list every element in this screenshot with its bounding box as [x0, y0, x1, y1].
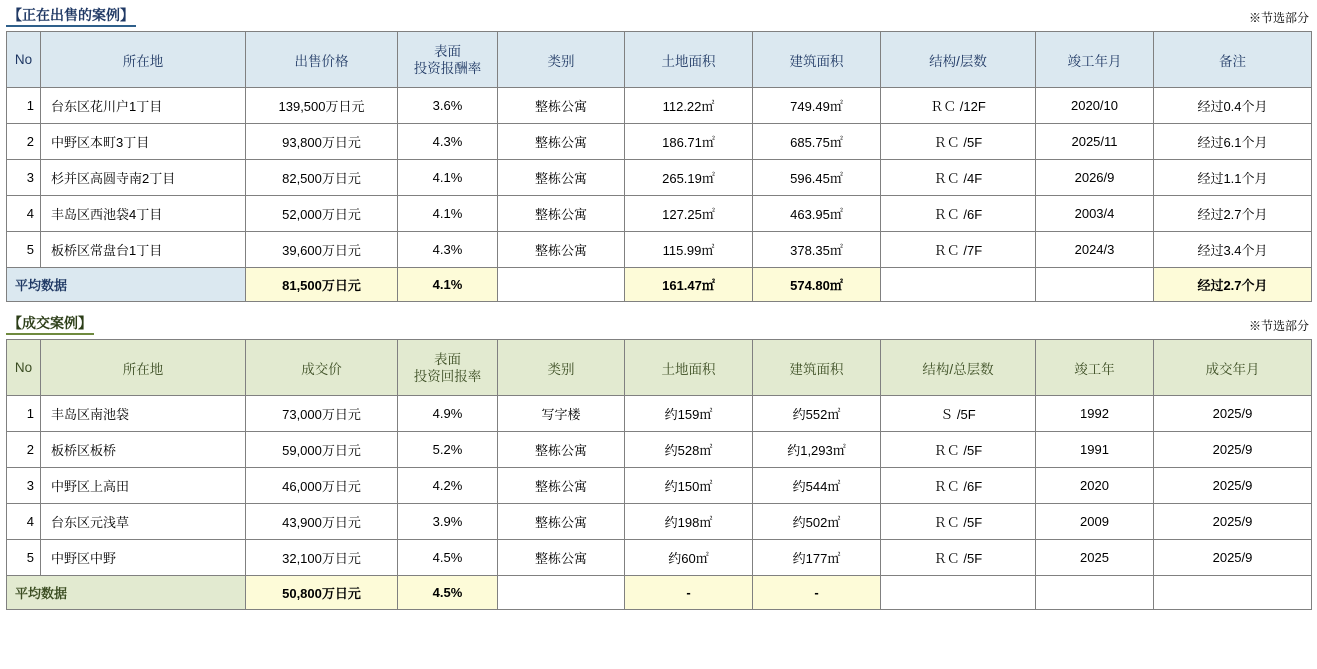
cell-deal-date: 2025/9 — [1154, 396, 1312, 432]
section-note-for-sale: ※节选部分 — [1248, 11, 1309, 25]
cell-location: 中野区中野 — [41, 540, 246, 576]
cell-location: 杉并区高圆寺南2丁目 — [41, 160, 246, 196]
cell-structure: ＲＣ /7F — [881, 232, 1036, 268]
cell-completion: 2025 — [1036, 540, 1154, 576]
cell-completion: 2025/11 — [1036, 124, 1154, 160]
average-price: 50,800万日元 — [246, 576, 398, 610]
cell-price: 32,100万日元 — [246, 540, 398, 576]
cell-structure: ＲＣ /4F — [881, 160, 1036, 196]
average-completion — [1036, 268, 1154, 302]
col-yield-line1: 表面 — [434, 351, 461, 367]
cell-building-area: 约177㎡ — [753, 540, 881, 576]
cell-no: 2 — [7, 124, 41, 160]
cell-no: 4 — [7, 504, 41, 540]
average-remarks: 经过2.7个月 — [1154, 268, 1312, 302]
average-row-for-sale — [7, 268, 1312, 302]
col-yield — [398, 32, 498, 88]
col-type: 类别 — [498, 32, 625, 88]
col-yield-line1: 表面 — [434, 43, 461, 59]
col-price: 成交价 — [246, 340, 398, 396]
header-row — [7, 340, 1312, 396]
cell-building-area: 749.49㎡ — [753, 88, 881, 124]
average-type — [498, 576, 625, 610]
cell-building-area: 378.35㎡ — [753, 232, 881, 268]
section-title-for-sale: 【正在出售的案例】 — [6, 6, 136, 27]
cell-location: 台东区元浅草 — [41, 504, 246, 540]
cell-land-area: 265.19㎡ — [625, 160, 753, 196]
cell-deal-date: 2025/9 — [1154, 504, 1312, 540]
header-row — [7, 32, 1312, 88]
average-structure — [881, 268, 1036, 302]
cell-yield: 3.6% — [398, 88, 498, 124]
table-row — [7, 232, 1312, 268]
average-building-area: - — [753, 576, 881, 610]
col-no: No — [7, 340, 41, 396]
table-header-for-sale — [7, 32, 1312, 88]
cell-price: 59,000万日元 — [246, 432, 398, 468]
cell-land-area: 115.99㎡ — [625, 232, 753, 268]
cell-no: 1 — [7, 396, 41, 432]
average-type — [498, 268, 625, 302]
cell-building-area: 约544㎡ — [753, 468, 881, 504]
cell-structure: ＲＣ /5F — [881, 124, 1036, 160]
table-body-for-sale — [7, 88, 1312, 302]
col-land-area: 土地面积 — [625, 32, 753, 88]
col-price: 出售价格 — [246, 32, 398, 88]
cell-price: 139,500万日元 — [246, 88, 398, 124]
cell-price: 52,000万日元 — [246, 196, 398, 232]
cell-yield: 5.2% — [398, 432, 498, 468]
table-header-closed — [7, 340, 1312, 396]
col-location: 所在地 — [41, 32, 246, 88]
col-location: 所在地 — [41, 340, 246, 396]
cell-remarks: 经过0.4个月 — [1154, 88, 1312, 124]
col-building-area: 建筑面积 — [753, 340, 881, 396]
cell-type: 整栋公寓 — [498, 160, 625, 196]
cell-type: 整栋公寓 — [498, 504, 625, 540]
average-label: 平均数据 — [7, 576, 246, 610]
cell-deal-date: 2025/9 — [1154, 468, 1312, 504]
table-for-sale — [6, 31, 1312, 302]
cell-building-area: 约552㎡ — [753, 396, 881, 432]
cell-land-area: 约528㎡ — [625, 432, 753, 468]
average-price: 81,500万日元 — [246, 268, 398, 302]
cell-remarks: 经过2.7个月 — [1154, 196, 1312, 232]
cell-completion: 1992 — [1036, 396, 1154, 432]
cell-price: 93,800万日元 — [246, 124, 398, 160]
cell-no: 3 — [7, 160, 41, 196]
cell-land-area: 约150㎡ — [625, 468, 753, 504]
col-yield-line2: 投资报酬率 — [413, 60, 482, 76]
cell-yield: 4.3% — [398, 124, 498, 160]
cell-location: 台东区花川户1丁目 — [41, 88, 246, 124]
average-structure — [881, 576, 1036, 610]
cell-structure: ＲＣ /5F — [881, 504, 1036, 540]
col-structure: 结构/层数 — [881, 32, 1036, 88]
cell-no: 3 — [7, 468, 41, 504]
cell-land-area: 约159㎡ — [625, 396, 753, 432]
cell-type: 整栋公寓 — [498, 124, 625, 160]
average-yield: 4.1% — [398, 268, 498, 302]
average-land-area: - — [625, 576, 753, 610]
average-row-closed — [7, 576, 1312, 610]
cell-building-area: 463.95㎡ — [753, 196, 881, 232]
cell-price: 46,000万日元 — [246, 468, 398, 504]
average-building-area: 574.80㎡ — [753, 268, 881, 302]
col-completion: 竣工年月 — [1036, 32, 1154, 88]
table-row — [7, 160, 1312, 196]
cell-completion: 2003/4 — [1036, 196, 1154, 232]
table-row — [7, 88, 1312, 124]
section-header-for-sale — [0, 6, 1317, 27]
col-building-area: 建筑面积 — [753, 32, 881, 88]
cell-location: 中野区上高田 — [41, 468, 246, 504]
cell-structure: ＲＣ /5F — [881, 432, 1036, 468]
cell-type: 整栋公寓 — [498, 540, 625, 576]
cell-completion: 2026/9 — [1036, 160, 1154, 196]
cell-location: 板桥区常盘台1丁目 — [41, 232, 246, 268]
cell-no: 5 — [7, 540, 41, 576]
average-label: 平均数据 — [7, 268, 246, 302]
cell-location: 板桥区板桥 — [41, 432, 246, 468]
cell-building-area: 685.75㎡ — [753, 124, 881, 160]
cell-deal-date: 2025/9 — [1154, 540, 1312, 576]
cell-no: 4 — [7, 196, 41, 232]
cell-type: 写字楼 — [498, 396, 625, 432]
table-row — [7, 468, 1312, 504]
col-completion: 竣工年 — [1036, 340, 1154, 396]
cell-land-area: 112.22㎡ — [625, 88, 753, 124]
cell-land-area: 约60㎡ — [625, 540, 753, 576]
cell-location: 丰岛区南池袋 — [41, 396, 246, 432]
cell-yield: 4.9% — [398, 396, 498, 432]
table-body-closed — [7, 396, 1312, 610]
cell-yield: 3.9% — [398, 504, 498, 540]
average-land-area: 161.47㎡ — [625, 268, 753, 302]
cell-yield: 4.5% — [398, 540, 498, 576]
cell-location: 中野区本町3丁目 — [41, 124, 246, 160]
cell-type: 整栋公寓 — [498, 432, 625, 468]
cell-price: 39,600万日元 — [246, 232, 398, 268]
cell-land-area: 127.25㎡ — [625, 196, 753, 232]
col-land-area: 土地面积 — [625, 340, 753, 396]
cell-land-area: 约198㎡ — [625, 504, 753, 540]
cell-no: 5 — [7, 232, 41, 268]
cell-structure: ＲＣ /6F — [881, 196, 1036, 232]
col-remarks: 备注 — [1154, 32, 1312, 88]
average-completion — [1036, 576, 1154, 610]
table-row — [7, 504, 1312, 540]
cell-yield: 4.1% — [398, 196, 498, 232]
cell-structure: ＲＣ /12F — [881, 88, 1036, 124]
cell-structure: Ｓ /5F — [881, 396, 1036, 432]
cell-no: 1 — [7, 88, 41, 124]
section-note-closed: ※节选部分 — [1248, 319, 1309, 333]
cell-building-area: 约1,293㎡ — [753, 432, 881, 468]
cell-price: 82,500万日元 — [246, 160, 398, 196]
average-yield: 4.5% — [398, 576, 498, 610]
cell-type: 整栋公寓 — [498, 196, 625, 232]
cell-land-area: 186.71㎡ — [625, 124, 753, 160]
cell-type: 整栋公寓 — [498, 232, 625, 268]
cell-remarks: 经过1.1个月 — [1154, 160, 1312, 196]
cell-type: 整栋公寓 — [498, 468, 625, 504]
cell-completion: 1991 — [1036, 432, 1154, 468]
section-header-closed — [0, 314, 1317, 335]
cell-yield: 4.1% — [398, 160, 498, 196]
table-row — [7, 396, 1312, 432]
col-no: No — [7, 32, 41, 88]
cell-structure: ＲＣ /6F — [881, 468, 1036, 504]
table-closed-deals — [6, 339, 1312, 610]
cell-completion: 2024/3 — [1036, 232, 1154, 268]
table-row — [7, 540, 1312, 576]
cell-type: 整栋公寓 — [498, 88, 625, 124]
cell-deal-date: 2025/9 — [1154, 432, 1312, 468]
col-structure: 结构/总层数 — [881, 340, 1036, 396]
table-row — [7, 124, 1312, 160]
average-deal-date — [1154, 576, 1312, 610]
col-type: 类别 — [498, 340, 625, 396]
cell-price: 73,000万日元 — [246, 396, 398, 432]
cell-building-area: 596.45㎡ — [753, 160, 881, 196]
col-yield — [398, 340, 498, 396]
cell-structure: ＲＣ /5F — [881, 540, 1036, 576]
col-deal-date: 成交年月 — [1154, 340, 1312, 396]
cell-no: 2 — [7, 432, 41, 468]
cell-yield: 4.2% — [398, 468, 498, 504]
cell-completion: 2020/10 — [1036, 88, 1154, 124]
cell-completion: 2009 — [1036, 504, 1154, 540]
cell-remarks: 经过3.4个月 — [1154, 232, 1312, 268]
cell-remarks: 经过6.1个月 — [1154, 124, 1312, 160]
section-title-closed: 【成交案例】 — [6, 314, 94, 335]
table-row — [7, 432, 1312, 468]
col-yield-line2: 投资回报率 — [413, 368, 482, 384]
cell-location: 丰岛区西池袋4丁目 — [41, 196, 246, 232]
cell-completion: 2020 — [1036, 468, 1154, 504]
table-row — [7, 196, 1312, 232]
cell-building-area: 约502㎡ — [753, 504, 881, 540]
cell-yield: 4.3% — [398, 232, 498, 268]
cell-price: 43,900万日元 — [246, 504, 398, 540]
